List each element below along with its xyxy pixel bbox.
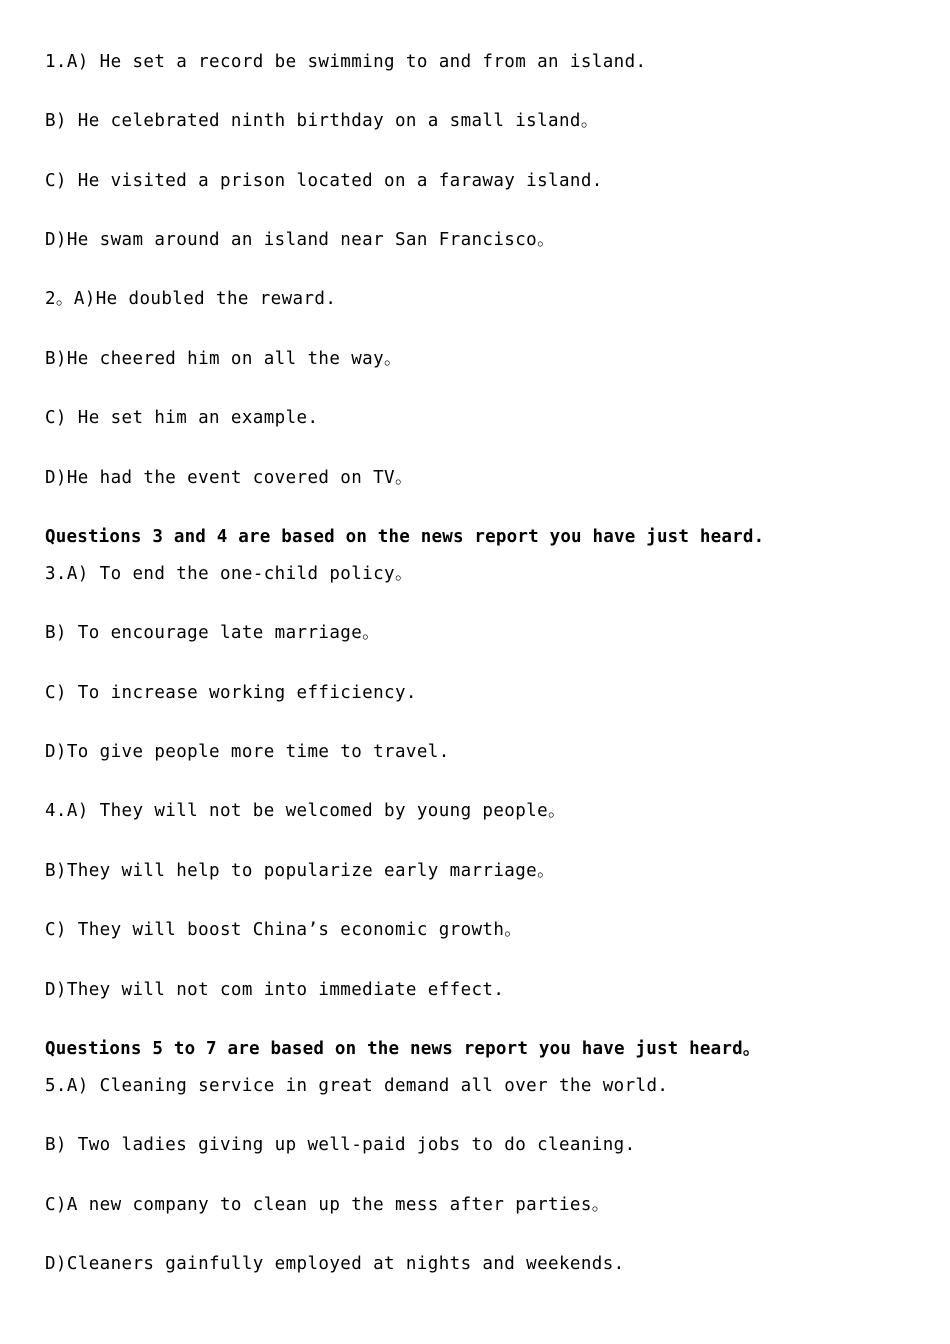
q4-option-a: 4.A) They will not be welcomed by young people。 xyxy=(45,801,566,821)
q4-option-b: B)They will help to popularize early marriage。 xyxy=(45,861,556,881)
q2-option-d: D)He had the event covered on TV。 xyxy=(45,468,413,488)
q5-option-a: 5.A) Cleaning service in great demand all over the world. xyxy=(45,1076,669,1096)
q5-option-c: C)A new company to clean up the mess after parties。 xyxy=(45,1195,610,1215)
q3-option-c: C) To increase working efficiency. xyxy=(45,683,417,703)
q3-option-b: B) To encourage late marriage。 xyxy=(45,623,381,643)
q1-option-c: C) He visited a prison located on a faraway island. xyxy=(45,171,603,191)
q2-option-a: 2。A)He doubled the reward. xyxy=(45,289,337,309)
q1-option-b: B) He celebrated ninth birthday on a small island。 xyxy=(45,111,599,131)
q5-option-b: B) Two ladies giving up well-paid jobs to do cleaning. xyxy=(45,1135,636,1155)
section-heading-q5-7: Questions 5 to 7 are based on the news report you have just heard。 xyxy=(45,1039,761,1059)
q4-option-c: C) They will boost China’s economic growth。 xyxy=(45,920,523,940)
q1-option-a: 1.A) He set a record be swimming to and from an island. xyxy=(45,52,647,72)
q1-option-d: D)He swam around an island near San Francisco。 xyxy=(45,230,556,250)
section-heading-q3-4: Questions 3 and 4 are based on the news report you have just heard. xyxy=(45,527,765,547)
q4-option-d: D)They will not com into immediate effect. xyxy=(45,980,505,1000)
q3-option-d: D)To give people more time to travel. xyxy=(45,742,450,762)
q2-option-b: B)He cheered him on all the way。 xyxy=(45,349,402,369)
q2-option-c: C) He set him an example. xyxy=(45,408,319,428)
q5-option-d: D)Cleaners gainfully employed at nights and weekends. xyxy=(45,1254,625,1274)
q3-option-a: 3.A) To end the one-child policy。 xyxy=(45,564,413,584)
